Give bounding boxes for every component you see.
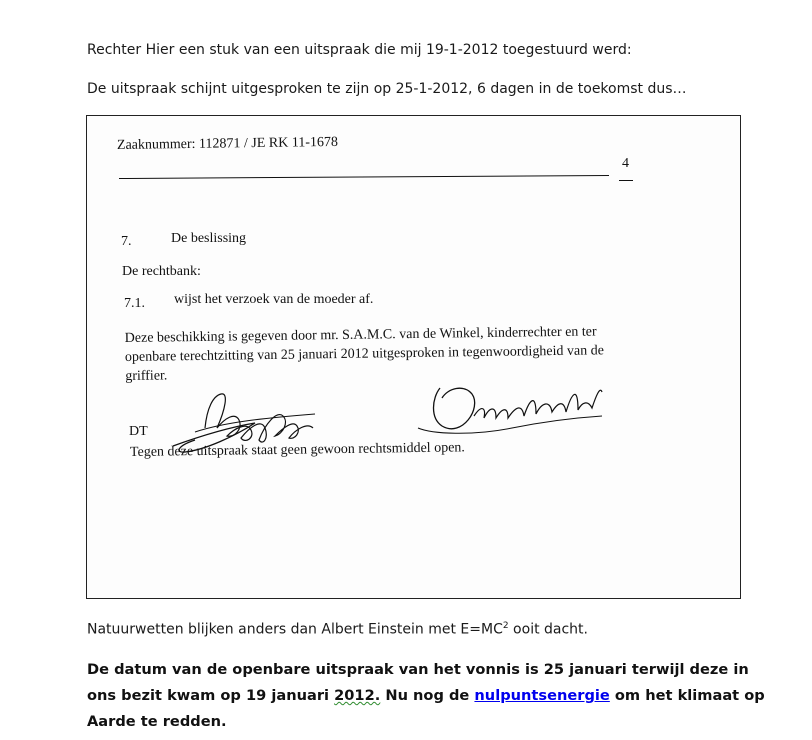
page-number: 4 [622,156,629,171]
conclusion-paragraph [87,657,767,735]
initials: DT [129,424,148,439]
appeal-note: Tegen deze uitspraak staat geen gewoon rechtsmiddel open. [129,440,465,460]
item-text: wijst het verzoek van de moeder af. [174,292,374,307]
scanned-document-excerpt [86,115,741,599]
physics-note-text: Natuurwetten blijken anders dan Albert Einstein met E=MC [87,621,503,638]
decision-paragraph: Deze beschikking is gegeven door mr. S.A.M.C. van de Winkel, kinderrechter en ter openbare terechtzitting van 25 januari 2012 uitgesproken in tegenwoordigheid van de griffier. [124,324,605,384]
physics-note [87,621,588,638]
header-rule-dash [619,180,633,181]
court-label: De rechtbank: [122,264,201,279]
physics-note-superscript: 2 [502,621,509,631]
intro-line-1: Rechter Hier een stuk van een uitspraak die mij 19-1-2012 toegestuurd werd: [87,42,632,58]
nulpuntsenergie-link[interactable]: nulpuntsenergie [474,687,610,704]
conclusion-part-2: Nu nog de [380,687,475,704]
physics-note-suffix: ooit dacht. [508,621,588,638]
conclusion-part-3: om het klimaat op Aarde te redden. [87,687,765,730]
signature-judge [412,378,612,440]
section-title: De beslissing [171,231,247,246]
header-rule [119,175,609,179]
item-number: 7.1. [124,296,145,311]
conclusion-year: 2012. [334,687,381,704]
signature-clerk [165,388,323,458]
section-number: 7. [121,234,132,249]
case-number: Zaaknummer: 112871 / JE RK 11-1678 [116,134,339,153]
intro-line-2: De uitspraak schijnt uitgesproken te zijn op 25-1-2012, 6 dagen in de toekomst dus… [87,81,687,97]
conclusion-part-1: De datum van de openbare uitspraak van het vonnis is 25 januari terwijl deze in ons bezit kwam op 19 januari [87,661,749,704]
